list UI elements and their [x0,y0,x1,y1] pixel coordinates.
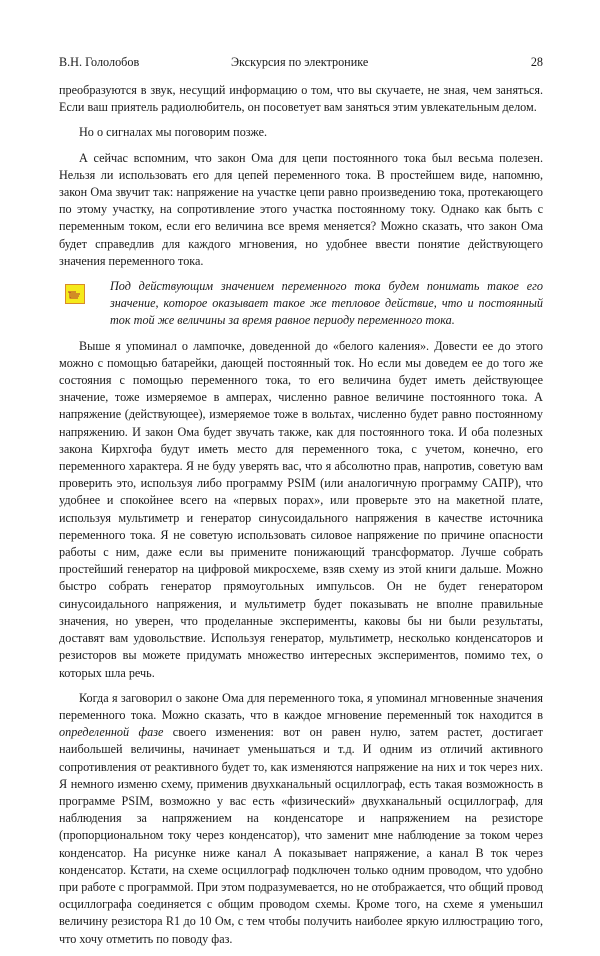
paragraph: Но о сигналах мы поговорим позже. [79,125,268,140]
definition-note [59,278,543,330]
emphasis-text: определенной фазе [59,725,164,740]
paragraph-text: своего изменения: вот он равен нулю, затем растет, достигает наибольшей величины, начинает уменьшаться и т.д. И одним из отличий активного сопротивления от реактивного будет то, как изменяются напряжение на них и ток через них. Я немного изменю схему, применив двухканальный осциллограф, есть такая возможность в программе PSIM, возможно у вас есть «физический» двухканальный осциллограф, для наблюдения за напряжением на конденсаторе и напряжением на резисторе (пропорциональном току через конденсатор), что заменит мне наблюдение за током через конденсатор. На рисунке ниже канал A показывает напряжение, а канал B ток через конденсатор. Кстати, на схеме осциллограф подключен только одним проводом, что удобно при работе с программой. При этом подразумевается, но не отображается, что общий провод осциллографа соединяется с общим проводом схемы. Кроме того, на схеме я уменьшил величину резистора R1 до 10 Ом, с тем чтобы получить наиболее яркую иллюстрацию того, что хочу отметить по поводу фаз. [59,725,543,946]
paragraph [59,690,543,948]
paragraph: А сейчас вспомним, что закон Ома для цепи постоянного тока был весьма полезен. Нельзя ли использовать его для цепей переменного тока. В простейшем виде, напомню, закон Ома звучит так: напряжение на участке цепи равно произведению тока, протекающего по этому участку, на сопротивление этого участка постоянному току. Однако как быть с переменным током, если его величина все время меняется? Можно сказать, что закон Ома будет справедлив для каждого мгновения, но удобнее ввести понятие действующего значения переменного тока. [59,150,543,268]
page-header [59,55,543,71]
paragraph: преобразуются в звук, несущий информацию о том, что вы скучаете, не зная, чем заняться. Если ваш приятель радиолюбитель, он посоветует вам заняться этим увлекательным делом. [59,83,543,115]
page-body [59,82,543,956]
note-text: Под действующим значением переменного тока будем понимать такое его значение, которое оказывает такое же тепловое действие, что и постоянный ток той же величины за время равное периоду переменного тока. [110,279,543,328]
paragraph-text: Когда я заговорил о законе Ома для переменного тока, я упоминал мгновенные значения переменного тока. Можно сказать, что в каждое мгновение переменный ток находится в [59,690,543,722]
page-number: 28 [530,55,543,69]
header-title: Экскурсия по электронике [231,55,369,69]
paragraph: Выше я упоминал о лампочке, доведенной до «белого каления». Довести ее до этого можно с помощью батарейки, дающей постоянный ток. Но если мы доведем ее до того же состояния с помощью переменного тока, то его величина будет иметь действующее значение, тоже измеряемое в амперах, численно равное величине постоянного тока. А напряжение (действующее), измеряемое тоже в вольтах, численно будет равно постоянному напряжению. И закон Ома будет звучать также, как для постоянного тока. И оба полезных закона Кирхгофа будут иметь место для переменного тока, с учетом, конечно, его переменного характера. Я не буду уверять вас, что я абсолютно прав, напротив, советую вам проверить это, используя либо программу PSIM (или аналогичную программу САПР), что удобнее и спокойнее всего на «первых порах», или проверьте это на макетной плате, используя мультиметр и генератор синусоидального напряжения в качестве источника переменного тока. Я не советую использовать силовое напряжение по причине опасности работы с ним, даже если вы примените понижающий трансформатор. Лучше собрать простейший генератор на цифровой микросхеме, взяв схему из этой книги дальше. Можно быстро собрать генератор прямоугольных импульсов. Он не будет генератором синусоидального напряжения, и мультиметр будет показывать не вполне правильные значения, но уверен, что проделанные эксперименты, каковы бы ни были результаты, доставят вам удовольствие. Используя генератор, мультиметр, несколько конденсаторов и резисторов вы можете придумать множество интересных экспериментов, помимо тех, о которых шла речь. [59,338,543,680]
pointing-hand-icon [65,284,85,304]
header-author: В.Н. Гололобов [59,55,140,69]
